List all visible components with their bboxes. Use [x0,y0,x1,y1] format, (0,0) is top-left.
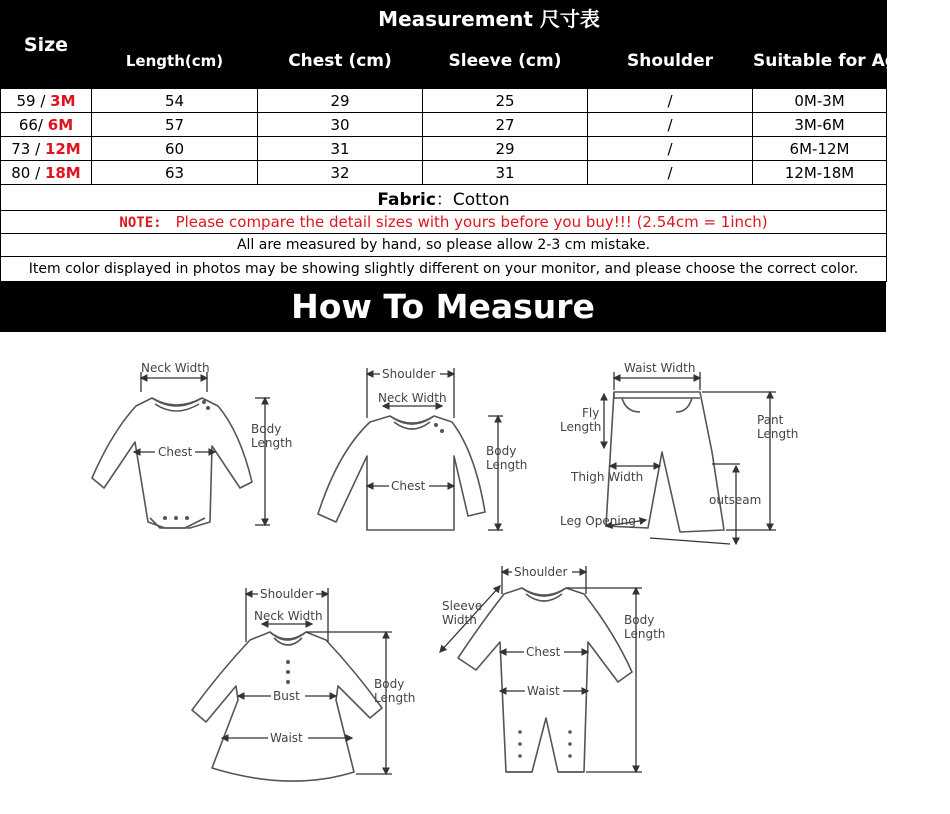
romper-sleeve-label: Sleeve [442,599,483,613]
table-row [1,137,887,161]
col-shoulder: Shoulder [588,34,753,89]
size-age: 3M [50,91,76,110]
bodysuit-neck-label: Neck Width [141,361,210,375]
col-chest: Chest (cm) [258,34,423,89]
pants-icon [606,392,724,532]
table-row [1,161,887,185]
chest-cell: 32 [258,161,423,185]
fabric-cell [1,185,887,211]
pants-fly-label: Fly [582,406,600,420]
size-number: 59 / [16,91,51,110]
shoulder-cell: / [588,137,753,161]
shirt-neck-label: Neck Width [378,391,447,405]
size-number: 66/ [18,115,48,134]
romper-width-label: Width [442,613,477,627]
pants-diagram [560,361,798,544]
length-cell: 63 [92,161,258,185]
shoulder-cell: / [588,89,753,113]
fabric-label: Fabric [377,190,436,210]
shoulder-cell: / [588,113,753,137]
size-table [0,0,950,282]
length-cell: 57 [92,113,258,137]
chest-cell: 31 [258,137,423,161]
age-cell: 3M-6M [753,113,887,137]
size-number: 80 / [11,163,45,182]
romper-length-label: Length [624,627,666,641]
size-cell [1,113,92,137]
shoulder-cell: / [588,161,753,185]
color-note-row [1,257,887,282]
table-row [1,113,887,137]
shirt-body-label: Body [486,444,517,458]
pants-fly-length-label: Length [560,420,602,434]
dress-shoulder-label: Shoulder [260,587,314,601]
bodysuit-chest-label: Chest [158,445,193,459]
size-age: 12M [44,139,81,158]
size-cell [1,137,92,161]
table-title: Measurement 尺寸表 [92,1,887,34]
table-row [1,89,887,113]
sleeve-cell: 31 [423,161,588,185]
chest-cell: 30 [258,113,423,137]
sleeve-cell: 29 [423,137,588,161]
dress-diagram [192,586,415,781]
col-sleeve: Sleeve (cm) [423,34,588,89]
fabric-row [1,185,887,211]
dress-neck-label: Neck Width [254,609,323,623]
length-cell: 60 [92,137,258,161]
shirt-chest-label: Chest [391,479,426,493]
size-age: 18M [44,163,81,182]
measurement-diagrams [0,332,886,814]
romper-chest-label: Chest [526,645,561,659]
bodysuit-icon [92,398,252,528]
size-cell [1,161,92,185]
size-cell [1,89,92,113]
note-cell [1,211,887,234]
bodysuit-body-label: Body [251,422,282,436]
pants-pant-label: Pant [757,413,784,427]
note-row [1,211,887,234]
age-cell: 12M-18M [753,161,887,185]
hand-note-row [1,234,887,257]
size-number: 73 / [11,139,45,158]
bodysuit-diagram [92,361,292,528]
romper-body-label: Body [624,613,655,627]
age-cell: 0M-3M [753,89,887,113]
col-age: Suitable for Age and [753,34,887,89]
romper-icon [458,588,632,772]
size-header: Size [1,1,92,89]
shirt-icon [318,416,485,530]
sleeve-cell: 25 [423,89,588,113]
how-to-measure-banner: How To Measure [0,282,886,332]
shirt-shoulder-label: Shoulder [382,367,436,381]
shirt-diagram [318,366,527,530]
size-age: 6M [47,115,74,134]
fabric-value: ：Cotton [435,190,510,210]
pants-pant-length-label: Length [757,427,799,441]
chest-cell: 29 [258,89,423,113]
note-text: Please compare the detail sizes with yours before you buy!!! (2.54cm = 1inch) [175,213,768,231]
dress-icon [192,632,382,781]
note-label: NOTE: [119,215,162,231]
shirt-length-label: Length [486,458,528,472]
dress-body-label: Body [374,677,405,691]
pants-leg-label: Leg Opening [560,514,636,528]
dress-length-label: Length [374,691,416,705]
dress-bust-label: Bust [273,689,300,703]
romper-waist-label: Waist [527,684,560,698]
pants-outseam-label: outseam [709,493,762,507]
length-cell: 54 [92,89,258,113]
col-length: Length(cm) [92,34,258,89]
romper-diagram [440,564,665,772]
pants-thigh-label: Thigh Width [571,470,644,484]
sleeve-cell: 27 [423,113,588,137]
pants-waist-label: Waist Width [624,361,696,375]
bodysuit-length-label: Length [251,436,293,450]
hand-note: All are measured by hand, so please allow 2-3 cm mistake. [1,234,887,257]
dress-waist-label: Waist [270,731,303,745]
romper-shoulder-label: Shoulder [514,565,568,579]
age-cell: 6M-12M [753,137,887,161]
color-note: Item color displayed in photos may be showing slightly different on your monitor, and please choose the correct color. [1,257,887,282]
